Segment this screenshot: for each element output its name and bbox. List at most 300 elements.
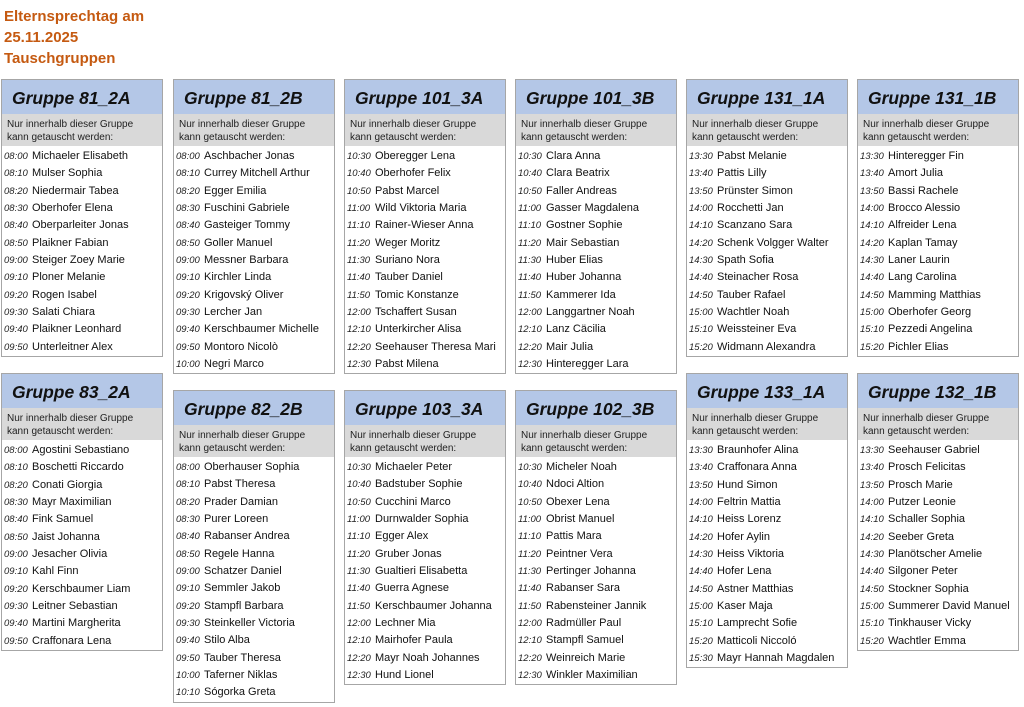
appointment-row <box>2 217 162 234</box>
note-line: Nur innerhalb dieser Gruppe <box>350 119 477 130</box>
appointment-time: 11:50 <box>518 600 542 612</box>
group-title: Gruppe 103_3A <box>345 391 505 425</box>
appointment-row <box>174 148 334 165</box>
appointment-time: 08:40 <box>176 531 200 543</box>
appointment-time: 15:30 <box>689 653 713 665</box>
appointment-row <box>2 633 162 650</box>
student-name: Plaikner Leonhard <box>32 323 122 336</box>
appointment-row <box>516 304 676 321</box>
student-name: Lercher Jan <box>204 306 263 319</box>
appointment-time: 15:20 <box>860 635 884 647</box>
appointment-row <box>174 528 334 545</box>
page-title <box>4 6 144 69</box>
appointment-time: 11:00 <box>518 203 542 215</box>
appointment-time: 14:50 <box>860 583 884 595</box>
appointment-row <box>174 632 334 649</box>
appointment-row <box>858 304 1018 321</box>
student-name: Suriano Nora <box>375 254 440 267</box>
appointment-time: 09:40 <box>4 324 28 336</box>
student-name: Winkler Maximilian <box>546 669 638 682</box>
note-line: Nur innerhalb dieser Gruppe <box>350 430 477 441</box>
appointment-time: 09:20 <box>4 583 28 595</box>
appointment-row <box>687 477 847 494</box>
note-line: Nur innerhalb dieser Gruppe <box>692 413 819 424</box>
appointment-time: 08:20 <box>4 185 28 197</box>
group-note <box>174 425 334 457</box>
appointment-time: 14:50 <box>689 583 713 595</box>
student-name: Pabst Marcel <box>375 184 440 197</box>
student-name: Planötscher Amelie <box>888 548 983 561</box>
appointment-list <box>687 440 847 667</box>
appointment-time: 09:40 <box>4 618 28 630</box>
group-title: Gruppe 132_1B <box>858 374 1018 408</box>
student-name: Silgoner Peter <box>888 565 958 578</box>
appointment-row <box>2 148 162 165</box>
appointment-row <box>345 148 505 165</box>
appointment-time: 09:20 <box>176 289 200 301</box>
group-title: Gruppe 83_2A <box>2 374 162 408</box>
student-name: Alfreider Lena <box>888 219 957 232</box>
appointment-row <box>2 598 162 615</box>
appointment-row <box>345 598 505 615</box>
student-name: Clara Anna <box>546 150 601 162</box>
appointment-row <box>687 633 847 650</box>
group-title: Gruppe 133_1A <box>687 374 847 408</box>
appointment-row <box>345 183 505 200</box>
student-name: Oberegger Lena <box>375 150 456 162</box>
student-name: Jesacher Olivia <box>32 548 108 561</box>
appointment-time: 08:00 <box>4 445 28 456</box>
note-line: kann getauscht werden: <box>7 426 114 437</box>
appointment-row <box>516 632 676 649</box>
appointment-time: 15:00 <box>860 601 884 613</box>
appointment-time: 10:10 <box>176 687 200 699</box>
appointment-row <box>858 581 1018 598</box>
student-name: Martini Margherita <box>32 617 121 630</box>
appointment-row <box>516 528 676 545</box>
appointment-time: 09:20 <box>176 600 200 612</box>
note-line: Nur innerhalb dieser Gruppe <box>179 430 306 441</box>
note-line: kann getauscht werden: <box>350 132 457 143</box>
appointment-row <box>2 563 162 580</box>
group-table <box>344 79 506 374</box>
appointment-row <box>2 321 162 338</box>
group-note <box>516 114 676 146</box>
appointment-list <box>858 440 1018 650</box>
student-name: Gostner Sophie <box>546 219 623 232</box>
appointment-time: 14:20 <box>860 531 884 543</box>
appointment-row <box>516 321 676 338</box>
student-name: Rogen Isabel <box>32 288 97 301</box>
appointment-row <box>345 200 505 217</box>
student-name: Stampfl Barbara <box>204 599 284 612</box>
appointment-time: 08:40 <box>176 220 200 232</box>
student-name: Tinkhauser Vicky <box>888 617 972 630</box>
student-name: Messner Barbara <box>204 254 289 267</box>
appointment-row <box>2 529 162 546</box>
student-name: Seehauser Gabriel <box>888 444 980 456</box>
appointment-row <box>858 269 1018 286</box>
appointment-row <box>345 476 505 493</box>
appointment-row <box>858 442 1018 459</box>
appointment-row <box>345 356 505 373</box>
appointment-list <box>345 457 505 684</box>
appointment-row <box>687 339 847 356</box>
student-name: Tauber Theresa <box>204 651 281 664</box>
appointment-row <box>2 183 162 200</box>
appointment-time: 10:40 <box>518 479 542 491</box>
appointment-row <box>2 494 162 511</box>
note-line: Nur innerhalb dieser Gruppe <box>521 119 648 130</box>
appointment-row <box>174 217 334 234</box>
appointment-list <box>858 146 1018 356</box>
appointment-list <box>2 440 162 650</box>
appointment-row <box>516 667 676 684</box>
student-name: Pabst Milena <box>375 358 439 371</box>
appointment-time: 14:40 <box>689 566 713 578</box>
student-name: Huber Elias <box>546 254 603 267</box>
appointment-row <box>687 304 847 321</box>
student-name: Oberparleiter Jonas <box>32 219 129 232</box>
appointment-time: 12:10 <box>518 324 542 336</box>
appointment-row <box>174 287 334 304</box>
appointment-time: 15:00 <box>689 601 713 613</box>
appointment-row <box>516 511 676 528</box>
appointment-time: 09:10 <box>4 272 28 284</box>
appointment-time: 10:30 <box>518 151 542 162</box>
student-name: Krigovský Oliver <box>204 288 284 301</box>
note-line: kann getauscht werden: <box>692 132 799 143</box>
student-name: Taferner Niklas <box>204 669 278 682</box>
appointment-row <box>174 650 334 667</box>
appointment-time: 10:50 <box>347 185 371 197</box>
note-line: kann getauscht werden: <box>350 443 457 454</box>
student-name: Pertinger Johanna <box>546 565 636 578</box>
appointment-time: 14:40 <box>860 272 884 284</box>
group-title: Gruppe 101_3B <box>516 80 676 114</box>
student-name: Widmann Alexandra <box>717 340 816 353</box>
appointment-time: 12:30 <box>518 359 542 371</box>
appointment-time: 10:40 <box>347 168 371 180</box>
appointment-row <box>516 580 676 597</box>
appointment-time: 14:00 <box>689 203 713 215</box>
appointment-time: 11:40 <box>518 272 542 284</box>
group-note <box>2 114 162 146</box>
appointment-time: 08:10 <box>176 479 200 491</box>
appointment-row <box>516 459 676 476</box>
appointment-row <box>858 217 1018 234</box>
appointment-row <box>174 684 334 701</box>
note-line: Nur innerhalb dieser Gruppe <box>7 119 134 130</box>
appointment-time: 14:00 <box>860 203 884 215</box>
student-name: Gualtieri Elisabetta <box>375 565 468 578</box>
student-name: Faller Andreas <box>546 184 617 197</box>
title-line: Tauschgruppen <box>4 50 116 67</box>
student-name: Wachtler Emma <box>888 634 966 647</box>
appointment-time: 08:00 <box>4 151 28 162</box>
appointment-time: 11:40 <box>518 583 542 595</box>
appointment-row <box>174 546 334 563</box>
appointment-row <box>174 511 334 528</box>
appointment-time: 09:50 <box>4 635 28 647</box>
student-name: Braunhofer Alina <box>717 444 799 456</box>
appointment-time: 14:10 <box>689 220 713 232</box>
appointment-row <box>858 148 1018 165</box>
student-name: Steiger Zoey Marie <box>32 254 125 267</box>
appointment-time: 15:20 <box>860 341 884 353</box>
appointment-time: 13:50 <box>860 185 884 197</box>
appointment-time: 15:10 <box>689 618 713 630</box>
appointment-time: 11:50 <box>347 600 371 612</box>
appointment-row <box>2 442 162 459</box>
student-name: Brocco Alessio <box>888 202 961 215</box>
group-table <box>515 79 677 374</box>
student-name: Weger Moritz <box>375 236 441 249</box>
student-name: Rabanser Andrea <box>204 530 290 543</box>
note-line: Nur innerhalb dieser Gruppe <box>863 119 990 130</box>
appointment-row <box>2 235 162 252</box>
appointment-time: 13:30 <box>689 151 713 162</box>
appointment-row <box>858 633 1018 650</box>
appointment-time: 13:40 <box>860 462 884 474</box>
student-name: Unterkircher Alisa <box>375 323 462 336</box>
appointment-time: 14:50 <box>860 289 884 301</box>
group-note <box>858 408 1018 440</box>
student-name: Tauber Daniel <box>375 271 443 284</box>
appointment-time: 13:40 <box>689 168 713 180</box>
appointment-row <box>345 165 505 182</box>
appointment-row <box>345 632 505 649</box>
appointment-time: 10:00 <box>176 359 200 371</box>
student-name: Semmler Jakob <box>204 582 281 595</box>
student-name: Salati Chiara <box>32 306 95 319</box>
appointment-row <box>174 304 334 321</box>
appointment-time: 12:30 <box>518 670 542 682</box>
student-name: Rabensteiner Jannik <box>546 599 647 612</box>
appointment-row <box>516 494 676 511</box>
appointment-time: 13:50 <box>689 185 713 197</box>
appointment-row <box>687 217 847 234</box>
appointment-time: 09:50 <box>176 341 200 353</box>
student-name: Jaist Johanna <box>32 530 100 543</box>
student-name: Stockner Sophia <box>888 582 969 595</box>
student-name: Rainer-Wieser Anna <box>375 219 474 232</box>
appointment-row <box>2 615 162 632</box>
appointment-row <box>858 183 1018 200</box>
appointment-row <box>687 598 847 615</box>
group-table <box>857 373 1019 651</box>
note-line: Nur innerhalb dieser Gruppe <box>7 413 134 424</box>
appointment-row <box>174 356 334 373</box>
student-name: Matticoli Niccoló <box>717 634 797 647</box>
appointment-row <box>174 321 334 338</box>
appointment-row <box>516 235 676 252</box>
group-title: Gruppe 81_2B <box>174 80 334 114</box>
appointment-row <box>858 252 1018 269</box>
appointment-row <box>174 580 334 597</box>
student-name: Tauber Rafael <box>717 288 786 301</box>
appointment-row <box>687 321 847 338</box>
appointment-row <box>174 494 334 511</box>
student-name: Kaser Maja <box>717 600 773 613</box>
appointment-row <box>858 235 1018 252</box>
appointment-row <box>345 580 505 597</box>
appointment-time: 12:20 <box>347 652 371 664</box>
group-title: Gruppe 102_3B <box>516 391 676 425</box>
appointment-time: 08:20 <box>4 479 28 491</box>
student-name: Pabst Theresa <box>204 478 276 491</box>
appointment-time: 08:20 <box>176 185 200 197</box>
appointment-row <box>2 546 162 563</box>
appointment-row <box>174 615 334 632</box>
student-name: Huber Johanna <box>546 271 622 284</box>
appointment-row <box>2 511 162 528</box>
student-name: Kerschbaumer Liam <box>32 582 131 595</box>
appointment-time: 08:40 <box>4 220 28 232</box>
student-name: Pattis Lilly <box>717 167 767 180</box>
student-name: Oberhofer Felix <box>375 167 451 180</box>
appointment-row <box>516 563 676 580</box>
appointment-time: 10:30 <box>347 151 371 162</box>
appointment-time: 09:20 <box>4 289 28 301</box>
group-table <box>1 373 163 651</box>
appointment-row <box>174 339 334 356</box>
group-table <box>173 390 335 703</box>
appointment-row <box>345 650 505 667</box>
appointment-row <box>858 287 1018 304</box>
group-note <box>687 114 847 146</box>
student-name: Agostini Sebastiano <box>32 444 130 456</box>
appointment-time: 13:50 <box>689 479 713 491</box>
appointment-row <box>858 459 1018 476</box>
appointment-row <box>858 494 1018 511</box>
student-name: Craffonara Lena <box>32 634 112 647</box>
student-name: Fuschini Gabriele <box>204 202 290 215</box>
student-name: Obrist Manuel <box>546 513 615 526</box>
student-name: Laner Laurin <box>888 254 950 267</box>
student-name: Hinteregger Fin <box>888 150 964 162</box>
group-note <box>858 114 1018 146</box>
appointment-time: 11:10 <box>518 220 542 232</box>
student-name: Kerschbaumer Michelle <box>204 323 319 336</box>
appointment-time: 09:40 <box>176 635 200 647</box>
appointment-row <box>345 459 505 476</box>
appointment-row <box>345 339 505 356</box>
appointment-row <box>687 459 847 476</box>
appointment-row <box>687 200 847 217</box>
appointment-list <box>2 146 162 356</box>
appointment-row <box>516 476 676 493</box>
appointment-row <box>687 269 847 286</box>
appointment-time: 08:50 <box>176 548 200 560</box>
group-title: Gruppe 101_3A <box>345 80 505 114</box>
appointment-row <box>687 581 847 598</box>
student-name: Leitner Sebastian <box>32 600 118 613</box>
student-name: Kirchler Linda <box>204 271 272 284</box>
appointment-time: 11:50 <box>518 289 542 301</box>
student-name: Kahl Finn <box>32 565 79 578</box>
student-name: Wachtler Noah <box>717 306 790 319</box>
student-name: Schenk Volgger Walter <box>717 236 829 249</box>
appointment-time: 11:20 <box>518 548 542 560</box>
student-name: Regele Hanna <box>204 547 275 560</box>
appointment-time: 11:10 <box>347 220 371 232</box>
student-name: Oberhofer Georg <box>888 306 972 319</box>
student-name: Hund Simon <box>717 478 778 491</box>
appointment-row <box>174 183 334 200</box>
appointment-row <box>345 546 505 563</box>
appointment-time: 09:00 <box>4 549 28 561</box>
student-name: Lamprecht Sofie <box>717 617 798 630</box>
student-name: Kammerer Ida <box>546 288 616 301</box>
note-line: Nur innerhalb dieser Gruppe <box>179 119 306 130</box>
student-name: Weinreich Marie <box>546 651 626 664</box>
appointment-row <box>174 667 334 684</box>
appointment-row <box>2 269 162 286</box>
appointment-time: 11:10 <box>347 531 371 543</box>
group-note <box>174 114 334 146</box>
appointment-row <box>858 165 1018 182</box>
group-note <box>345 114 505 146</box>
group-title: Gruppe 81_2A <box>2 80 162 114</box>
note-line: kann getauscht werden: <box>7 132 114 143</box>
appointment-row <box>516 269 676 286</box>
student-name: Michaeler Peter <box>375 461 453 473</box>
appointment-time: 09:40 <box>176 324 200 336</box>
appointment-time: 12:10 <box>347 324 371 336</box>
appointment-row <box>345 304 505 321</box>
student-name: Peintner Vera <box>546 547 613 560</box>
appointment-row <box>858 339 1018 356</box>
group-table <box>173 79 335 374</box>
appointment-row <box>687 494 847 511</box>
appointment-row <box>2 165 162 182</box>
student-name: Mamming Matthias <box>888 288 981 301</box>
appointment-time: 09:10 <box>176 272 200 284</box>
appointment-time: 08:00 <box>176 462 200 473</box>
appointment-time: 08:20 <box>176 496 200 508</box>
student-name: Egger Alex <box>375 530 429 543</box>
student-name: Egger Emilia <box>204 184 267 197</box>
appointment-row <box>516 650 676 667</box>
appointment-time: 09:00 <box>176 566 200 578</box>
appointment-row <box>687 287 847 304</box>
appointment-row <box>687 529 847 546</box>
group-title: Gruppe 131_1B <box>858 80 1018 114</box>
student-name: Hund Lionel <box>375 669 434 682</box>
student-name: Craffonara Anna <box>717 461 797 474</box>
appointment-list <box>516 146 676 373</box>
appointment-row <box>345 511 505 528</box>
appointment-list <box>687 146 847 356</box>
appointment-time: 14:10 <box>860 514 884 526</box>
appointment-row <box>174 269 334 286</box>
student-name: Mulser Sophia <box>32 167 103 180</box>
student-name: Hofer Lena <box>717 565 772 578</box>
appointment-row <box>858 615 1018 632</box>
student-name: Badstuber Sophie <box>375 478 463 491</box>
student-name: Micheler Noah <box>546 461 617 473</box>
student-name: Mayr Noah Johannes <box>375 651 480 664</box>
appointment-time: 15:10 <box>689 324 713 336</box>
appointment-time: 15:20 <box>689 635 713 647</box>
student-name: Mayr Hannah Magdalen <box>717 652 835 665</box>
appointment-time: 12:30 <box>347 670 371 682</box>
student-name: Currey Mitchell Arthur <box>204 167 310 180</box>
appointment-row <box>516 356 676 373</box>
appointment-row <box>2 287 162 304</box>
appointment-time: 13:30 <box>860 151 884 162</box>
